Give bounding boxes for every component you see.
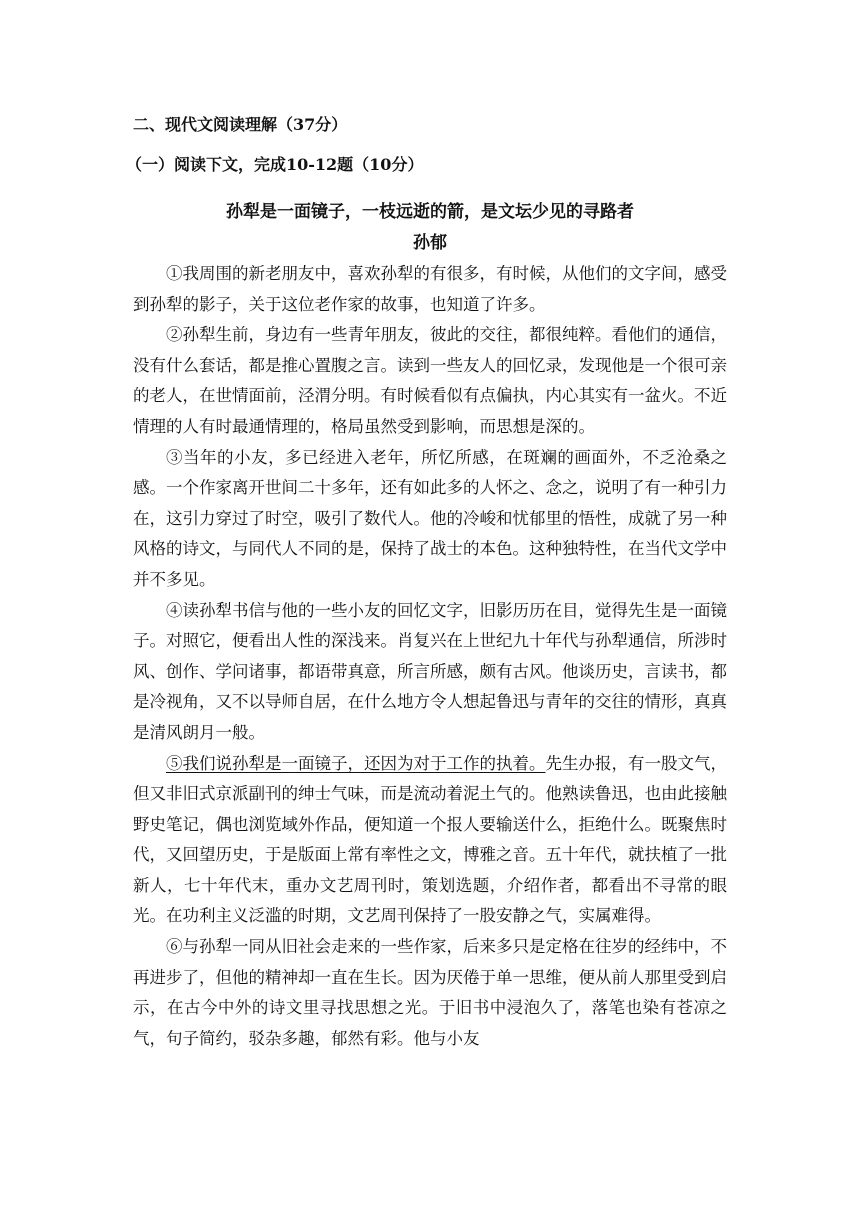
paragraph-2: ②孙犁生前，身边有一些青年朋友，彼此的交往，都很纯粹。看他们的通信，没有什么套话，都是推心置腹之言。读到一些友人的回忆录，发现他是一个很可亲的老人，在世情面前，泾渭分明。有时候看似有点偏执，内心其实有一盆火。不近情理的人有时最通情理的，格局虽然受到影响，而思想是深的。 [133, 325, 727, 436]
question-subheading: （一）阅读下文，完成10-12题（10分） [126, 155, 424, 174]
article-author: 孙郁 [413, 233, 447, 253]
paragraph-1: ①我周围的新老朋友中，喜欢孙犁的有很多，有时候，从他们的文字间，感受到孙犁的影子，关于这位老作家的故事，也知道了许多。 [133, 264, 727, 314]
paragraph-4: ④读孙犁书信与他的一些小友的回忆文字，旧影历历在目，觉得先生是一面镜子。对照它，便看出人性的深浅来。肖复兴在上世纪九十年代与孙犁通信，所涉时风、创作、学问诸事，都语带真意，所言所感，颇有古风。他谈历史，言读书，都是冷视角，又不以导师自居，在什么地方令人想起鲁迅与青年的交往的情形，真真是清风朗月一般。 [133, 600, 727, 742]
section-heading: 二、现代文阅读理解（37分） [133, 115, 348, 134]
paragraph-6: ⑥与孙犁一同从旧社会走来的一些作家，后来多只是定格在往岁的经纬中，不再进步了，但他的精神却一直在生长。因为厌倦于单一思维，便从前人那里受到启示，在古今中外的诗文里寻找思想之光。于旧书中浸泡久了，落笔也染有苍凉之气，句子简约，驳杂多趣，郁然有彩。他与小友 [133, 937, 727, 1048]
underlined-sentence: ⑤我们说孙犁是一面镜子，还因为对于工作的执着。 [166, 753, 546, 773]
article-body [133, 259, 727, 1054]
article-title: 孙犁是一面镜子，一枝远逝的箭，是文坛少见的寻路者 [226, 202, 634, 222]
paragraph-5 [133, 749, 727, 933]
paragraph-3: ③当年的小友，多已经进入老年，所忆所感，在斑斓的画面外，不乏沧桑之感。一个作家离开世间二十多年，还有如此多的人怀之、念之，说明了有一种引力在，这引力穿过了时空，吸引了数代人。他的冷峻和忧郁里的悟性，成就了另一种风格的诗文，与同代人不同的是，保持了战士的本色。这种独特性，在当代文学中并不多见。 [133, 447, 727, 589]
paragraph-5-rest: 先生办报，有一股文气，但又非旧式京派副刊的绅士气味，而是流动着泥土气的。他熟读鲁迅，也由此接触野史笔记，偶也浏览域外作品，便知道一个报人要输送什么，拒绝什么。既聚焦时代，又回望历史，于是版面上常有率性之文，博雅之音。五十年代，就扶植了一批新人，七十年代末，重办文艺周刊时，策划选题，介绍作者，都看出不寻常的眼光。在功利主义泛滥的时期，文艺周刊保持了一股安静之气，实属难得。 [133, 753, 727, 926]
